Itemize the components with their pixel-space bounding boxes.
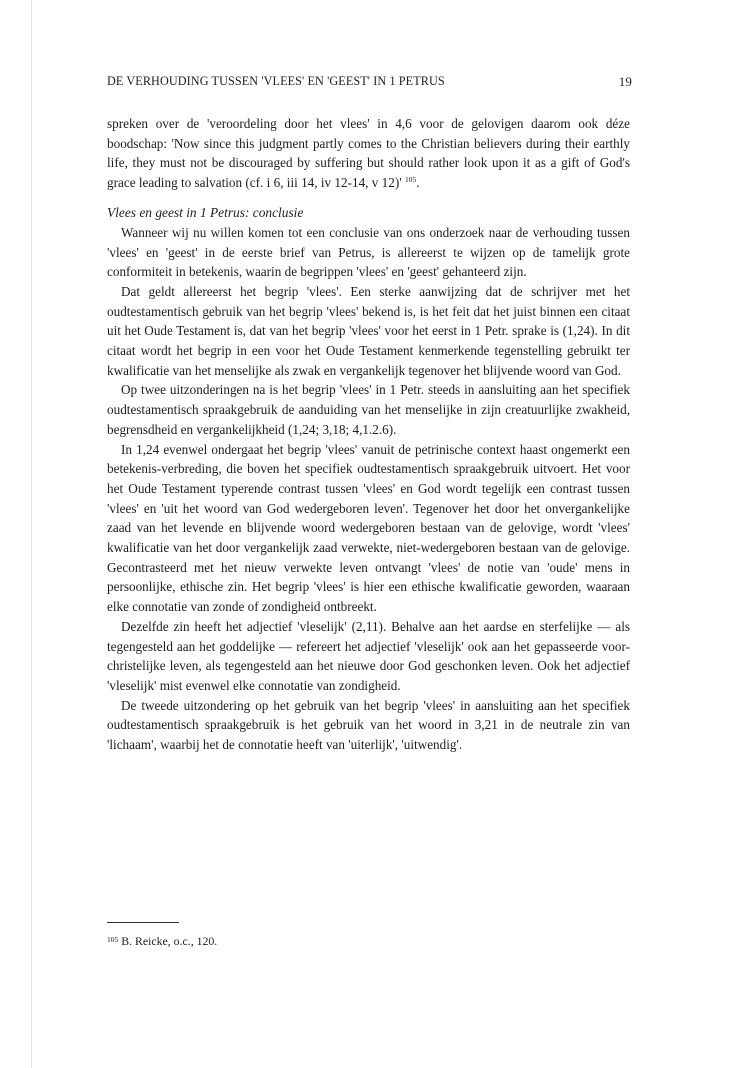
running-title: DE VERHOUDING TUSSEN 'VLEES' EN 'GEEST' IN 1 PETRUS: [107, 74, 445, 88]
scan-edge-line: [31, 0, 32, 1068]
paragraph-continuation-text: spreken over de 'veroordeling door het vlees' in 4,6 voor de gelovigen daarom ook déze boodschap: 'Now since this judgment partly comes to the Christian believers during their earthly life, they must not be discouraged by suffering but should rather look upon it as a gift of God's grace leading to salvation (cf. i 6, iii 14, iv 12-14, v 12)': [107, 116, 630, 191]
section-heading: Vlees en geest in 1 Petrus: conclusie: [107, 204, 304, 220]
paragraph-two-exceptions: Op twee uitzonderingen na is het begrip 'vlees' in 1 Petr. steeds in aansluiting aan het specifiek oudtestamentisch spraakgebruik de aanduiding van het menselijke in zijn creatuurlijke zwakheid, begrensdheid en vergankelijkheid (1,24; 3,18; 4,1.2.6).: [107, 382, 630, 437]
footnote: [107, 932, 630, 949]
footnote-number: 105: [107, 935, 119, 944]
footnote-rule: [107, 922, 179, 923]
paragraph-second-exception: De tweede uitzondering op het gebruik van het begrip 'vlees' in aansluiting aan het specifiek oudtestamentisch spraakgebruik is het gebruik van het woord in 3,21 in de neutrale zin van 'lichaam', waarbij het de connotatie heeft van 'uiterlijk', 'uitwendig'.: [107, 697, 630, 753]
body-text: [107, 114, 630, 755]
paragraph-vlees-ot-usage: Dat geldt allereerst het begrip 'vlees'. Een sterke aanwijzing dat de schrijver met het oudtestamentisch gebruik van het begrip 'vlees' bekend is, is het feit dat het juist binnen een citaat uit het Oude Testament is, dat van het begrip 'vlees' voor het eerst in 1 Petr. sprake is (1,24). In dit citaat wordt het begrip in een voor het Oude Testament kenmerkende tegenstelling gebruikt ter kwalificatie van het menselijke als zwak en vergankelijk tegenover het blijvende woord van God.: [107, 283, 630, 378]
running-header: [107, 74, 632, 94]
paragraph-continuation: [107, 114, 630, 193]
footnote-text: B. Reicke, o.c., 120.: [121, 934, 218, 948]
paragraph-conclusion-intro: Wanneer wij nu willen komen tot een conclusie van ons onderzoek naar de verhouding tussen 'vlees' en 'geest' in de eerste brief van Petrus, is allereerst te wijzen op de tamelijk grote conformiteit in betekenis, waarin de begrippen 'vlees' en 'geest' gehanteerd zijn.: [107, 224, 630, 280]
paragraph-adjective-vleselijk: Dezelfde zin heeft het adjectief 'vleselijk' (2,11). Behalve aan het aardse en sterfelijke — als tegengesteld aan het goddelijke — refereert het adjectief 'vleselijk' ook aan het gepasseerde voor-christelijke leven, als tegengesteld aan het nieuwe door God geschonken leven. Ook het adjectief 'vleselijk' mist evenwel elke connotatie van zondigheid.: [107, 618, 630, 693]
footnote-reference: 105: [404, 175, 417, 185]
paragraph-meaning-broadening: In 1,24 evenwel ondergaat het begrip 'vlees' vanuit de petrinische context haast ongemerkt een betekenis-verbreding, die boven het specifiek oudtestamentisch spraakgebruik uitvoert. Het voor het Oude Testament typerende contrast tussen 'vlees' en God wordt tegelijk een contrast tussen 'vlees' en 'uit het woord van God wedergeboren leven'. Tegenover het door het onvergankelijke zaad van het levende en blijvende woord wedergeboren bestaan van de gelovige, wordt 'vlees' kwalificatie van het door vergankelijk zaad verwekte, niet-wedergeboren bestaan van de gelovige. Gecontrasteerd met het nieuw verwekte leven ontvangt 'vlees' de notie van 'oude' mens in persoonlijke, ethische zin. Het begrip 'vlees' is hier een ethische kwalificatie geworden, waaraan elke connotatie van zonde of zondigheid ontbreekt.: [107, 441, 630, 615]
page-number: 19: [618, 74, 632, 89]
paragraph-continuation-end: .: [416, 175, 420, 191]
